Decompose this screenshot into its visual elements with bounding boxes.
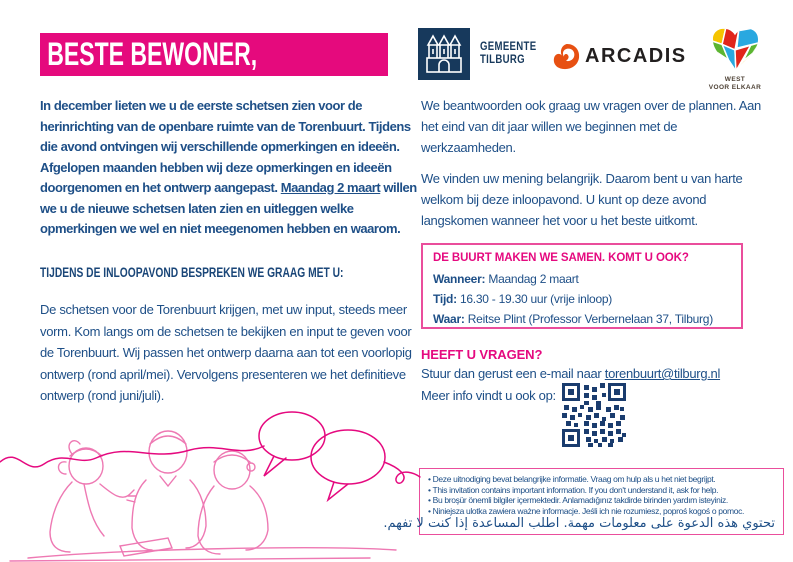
- people-discussion-illustration: [0, 400, 430, 562]
- event-label-when: Wanneer:: [433, 272, 486, 286]
- notice-item-polish: • Niniejsza ulotka zawiera ważne informacje. Jeśli ich nie rozumiesz, poproś kogoś o pomoc.: [428, 506, 775, 517]
- intro-text-post: willen we u de nieuwe schetsen laten zien en uitleggen welke opmerkingen we wel en niet meegenomen hebben en waarom.: [40, 180, 417, 236]
- email-line: [421, 366, 720, 381]
- west-logo-line2: VOOR ELKAAR: [708, 84, 762, 91]
- arcadis-logo: ARCADIS: [585, 45, 687, 67]
- mosaic-heart-icon: [708, 26, 762, 72]
- page-title: BESTE BEWONER,: [47, 36, 258, 72]
- notice-item-dutch: • Deze uitnodiging bevat belangrijke informatie. Vraag om hulp als u het niet begrijpt.: [428, 474, 775, 485]
- event-row-where: [433, 309, 731, 329]
- gemeente-logo-line2: TILBURG: [480, 52, 525, 66]
- event-label-time: Tijd:: [433, 292, 457, 306]
- event-value-where: Reitse Plint (Professor Verbernelaan 37, Tilburg): [464, 312, 713, 326]
- right-paragraph-2: We vinden uw mening belangrijk. Daarom bent u van harte welkom bij deze inloopavond. U kunt op deze avond langskomen wanneer het voor u het beste uitkomt.: [421, 171, 743, 228]
- event-row-when: [433, 269, 731, 289]
- intro-date-underlined: Maandag 2 maart: [280, 180, 381, 195]
- left-body-paragraph: De schetsen voor de Torenbuurt krijgen, met uw input, steeds meer vorm. Kom langs om de schetsen te bekijken en input te geven voor de Torenbuurt. Wij passen het ontwerp daarna aan tot een voorlopig ontwerp (rond april/mei). Vervolgens presenteren we het definitieve ontwerp (rond juni/juli).: [40, 302, 412, 403]
- event-details-box: [421, 243, 743, 329]
- gemeente-tilburg-castle-icon: [418, 28, 470, 80]
- event-value-when: Maandag 2 maart: [485, 272, 579, 286]
- left-section-heading: TIJDENS DE INLOOPAVOND BESPREKEN WE GRAAG MET U:: [40, 265, 344, 280]
- language-notice-box: [383, 468, 784, 535]
- event-value-time: 16.30 - 19.30 uur (vrije inloop): [456, 292, 613, 306]
- gemeente-tilburg-logo: [480, 40, 536, 66]
- email-link[interactable]: torenbuurt@tilburg.nl: [604, 366, 721, 381]
- title-banner: [40, 33, 388, 76]
- event-label-where: Waar:: [433, 312, 465, 326]
- intro-paragraph: [40, 96, 424, 240]
- arcadis-flame-icon: [552, 43, 581, 70]
- notice-item-arabic: تحتوي هذه الدعوة على معلومات مهمة. اطلب المساعدة إذا كنت لا تفهم.: [383, 516, 775, 531]
- notice-item-english: • This invitation contains important information. If you don't understand it, ask for help.: [428, 485, 775, 496]
- more-info-line: Meer info vindt u ook op:: [421, 388, 556, 403]
- west-voor-elkaar-logo: [693, 76, 777, 92]
- notice-item-turkish: • Bu broşür önemli bilgiler içermektedir. Anlamadığınız takdirde birinden yardım isteyiniz.: [428, 495, 775, 506]
- event-row-time: [433, 289, 731, 309]
- right-paragraph-1: We beantwoorden ook graag uw vragen over de plannen. Aan het eind van dit jaar willen we beginnen met de werkzaamheden.: [421, 98, 761, 155]
- intro-text-pre: In december lieten we u de eerste schetsen zien voor de herinrichting van de openbare ruimte van de Torenbuurt. Tijdens die avond ontvingen wij verschillende opmerkingen en ideeën. Afgelopen maanden hebben wij deze opmerkingen en ideeën doorgenomen en het ontwerp aangepast.: [40, 98, 411, 195]
- west-logo-line1: WEST: [724, 76, 746, 83]
- gemeente-logo-line1: GEMEENTE: [480, 39, 537, 53]
- event-box-title: DE BUURT MAKEN WE SAMEN. KOMT U OOK?: [433, 252, 689, 264]
- qr-code-icon: [562, 383, 626, 447]
- email-line-pre: Stuur dan gerust een e-mail naar: [421, 366, 605, 381]
- questions-heading: HEEFT U VRAGEN?: [421, 347, 543, 362]
